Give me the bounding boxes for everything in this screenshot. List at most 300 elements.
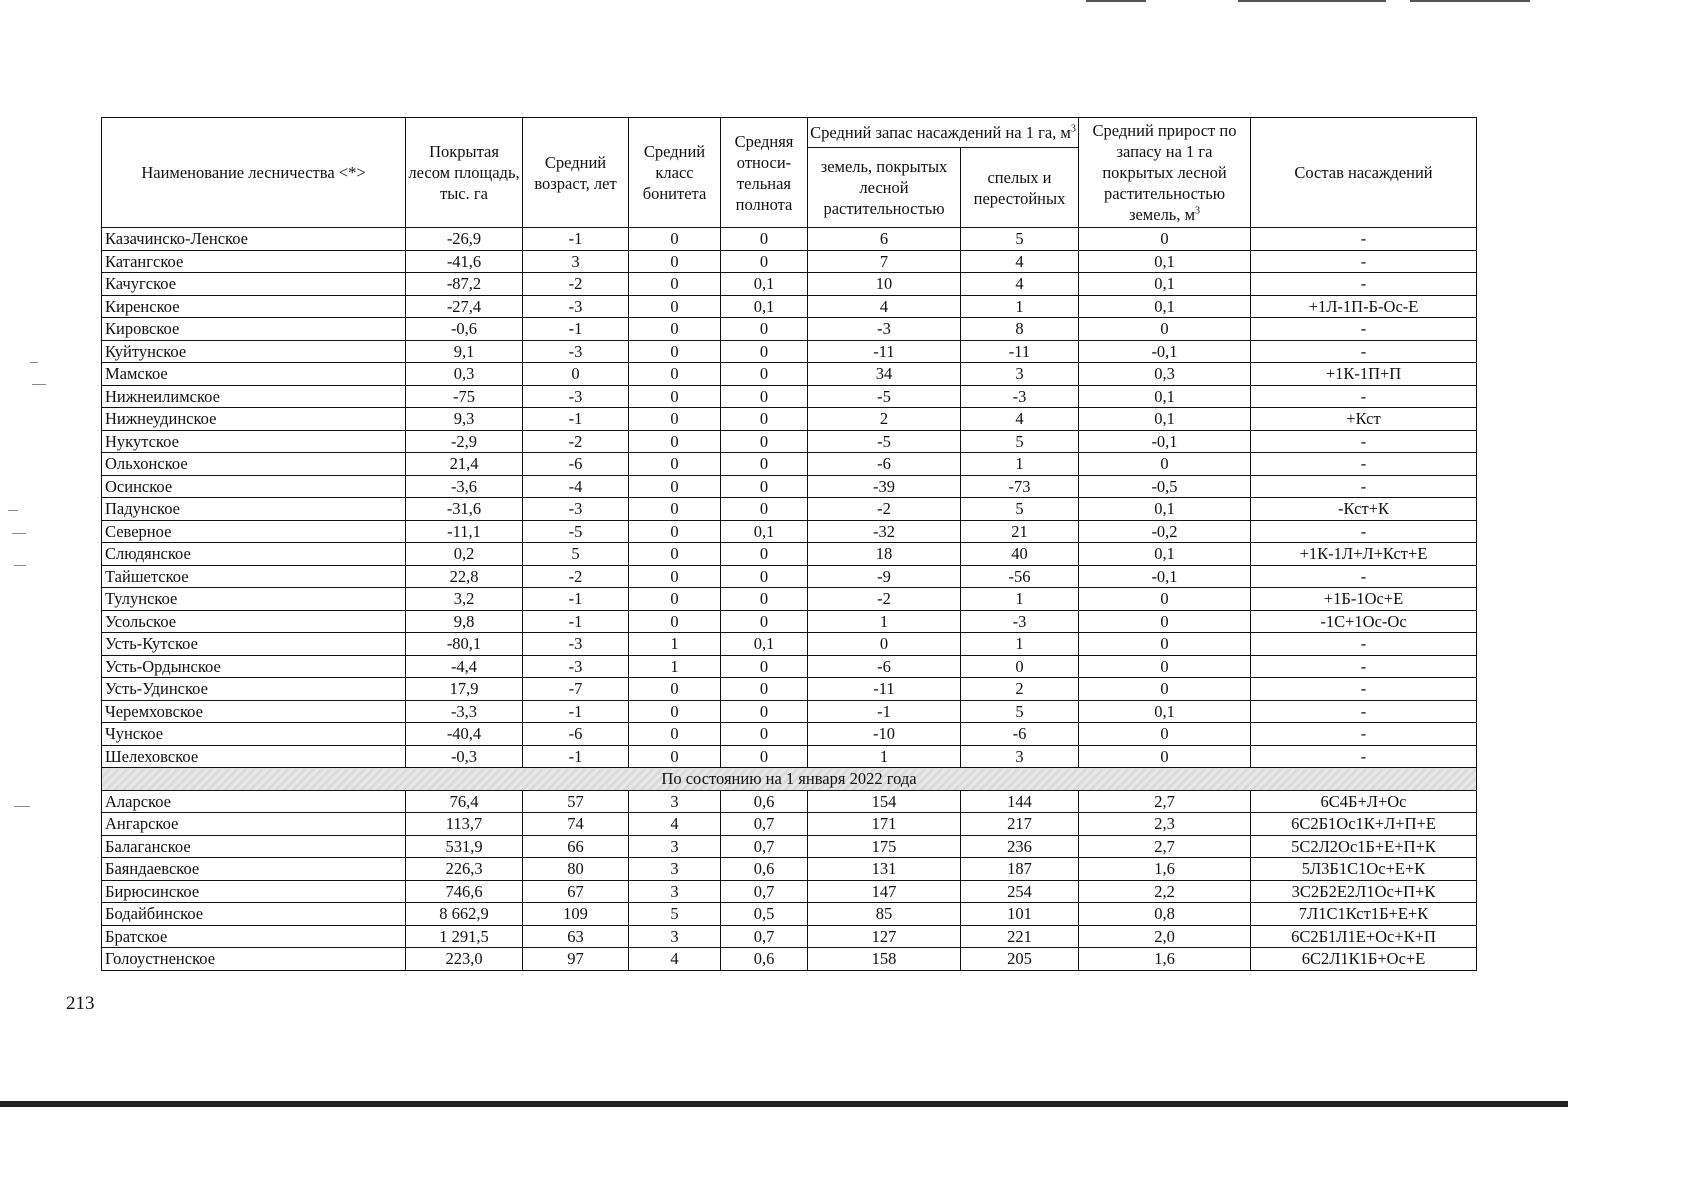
cell-area: 22,8 <box>406 565 523 588</box>
cell-density: 0,7 <box>721 880 808 903</box>
cell-area: 8 662,9 <box>406 903 523 926</box>
cell-composition: -1С+1Ос-Ос <box>1251 610 1477 633</box>
cell-bonitet: 0 <box>629 363 721 386</box>
cell-density: 0,7 <box>721 835 808 858</box>
table-row <box>102 250 1477 273</box>
cell-area: -3,3 <box>406 700 523 723</box>
table-row <box>102 858 1477 881</box>
cell-area: 21,4 <box>406 453 523 476</box>
cell-density: 0 <box>721 655 808 678</box>
cell-area: 226,3 <box>406 858 523 881</box>
cell-area: 113,7 <box>406 813 523 836</box>
cell-bonitet: 4 <box>629 948 721 971</box>
header-stock-group-sup: 3 <box>1070 123 1076 135</box>
cell-bonitet: 0 <box>629 723 721 746</box>
header-age: Средний возраст, лет <box>523 118 629 228</box>
table-row <box>102 273 1477 296</box>
scan-bottom-edge <box>0 1101 1568 1107</box>
cell-stock-mature: -3 <box>961 385 1079 408</box>
cell-age: -2 <box>523 273 629 296</box>
cell-growth: 0,8 <box>1079 903 1251 926</box>
cell-growth: -0,2 <box>1079 520 1251 543</box>
table-row <box>102 723 1477 746</box>
cell-stock-mature: 254 <box>961 880 1079 903</box>
cell-composition: - <box>1251 318 1477 341</box>
cell-composition: - <box>1251 723 1477 746</box>
cell-name: Кировское <box>102 318 406 341</box>
cell-density: 0 <box>721 745 808 768</box>
table-row <box>102 475 1477 498</box>
cell-stock-mature: 4 <box>961 250 1079 273</box>
cell-growth: 1,6 <box>1079 858 1251 881</box>
cell-stock-covered: -2 <box>808 588 961 611</box>
table-row <box>102 363 1477 386</box>
cell-growth: 0,3 <box>1079 363 1251 386</box>
cell-name: Казачинско-Ленское <box>102 228 406 251</box>
cell-growth: 2,3 <box>1079 813 1251 836</box>
cell-bonitet: 0 <box>629 565 721 588</box>
cell-composition: +1Б-1Ос+Е <box>1251 588 1477 611</box>
cell-name: Катангское <box>102 250 406 273</box>
cell-stock-mature: 8 <box>961 318 1079 341</box>
cell-age: -3 <box>523 655 629 678</box>
cell-stock-mature: 1 <box>961 633 1079 656</box>
cell-stock-covered: -1 <box>808 700 961 723</box>
cell-name: Северное <box>102 520 406 543</box>
cell-bonitet: 0 <box>629 498 721 521</box>
table-row <box>102 228 1477 251</box>
cell-growth: 0 <box>1079 588 1251 611</box>
cell-stock-mature: 5 <box>961 498 1079 521</box>
table-body-2022 <box>102 790 1477 970</box>
cell-age: -2 <box>523 565 629 588</box>
cell-area: -2,9 <box>406 430 523 453</box>
cell-composition: +1К-1Л+Л+Кст+Е <box>1251 543 1477 566</box>
cell-stock-mature: 5 <box>961 700 1079 723</box>
cell-area: -26,9 <box>406 228 523 251</box>
scan-speck <box>14 806 30 807</box>
cell-growth: 0,1 <box>1079 385 1251 408</box>
cell-stock-covered: 34 <box>808 363 961 386</box>
cell-stock-covered: 127 <box>808 925 961 948</box>
cell-area: -40,4 <box>406 723 523 746</box>
top-edge-rule <box>1086 0 1146 2</box>
cell-stock-mature: 3 <box>961 745 1079 768</box>
cell-growth: -0,1 <box>1079 565 1251 588</box>
cell-growth: 2,7 <box>1079 790 1251 813</box>
cell-stock-covered: -10 <box>808 723 961 746</box>
cell-bonitet: 0 <box>629 700 721 723</box>
cell-age: -3 <box>523 498 629 521</box>
table-row <box>102 790 1477 813</box>
cell-density: 0 <box>721 610 808 633</box>
table-row <box>102 700 1477 723</box>
cell-age: 5 <box>523 543 629 566</box>
cell-name: Нукутское <box>102 430 406 453</box>
cell-stock-mature: 101 <box>961 903 1079 926</box>
cell-bonitet: 3 <box>629 790 721 813</box>
table-row <box>102 610 1477 633</box>
cell-growth: 0,1 <box>1079 498 1251 521</box>
table-row <box>102 295 1477 318</box>
table-row <box>102 745 1477 768</box>
cell-stock-mature: -11 <box>961 340 1079 363</box>
cell-stock-covered: 7 <box>808 250 961 273</box>
cell-growth: 0 <box>1079 633 1251 656</box>
cell-name: Падунское <box>102 498 406 521</box>
cell-bonitet: 0 <box>629 318 721 341</box>
header-stock-group-text: Средний запас насаждений на 1 га, м <box>810 123 1071 143</box>
cell-growth: 0 <box>1079 745 1251 768</box>
cell-stock-covered: 158 <box>808 948 961 971</box>
cell-bonitet: 0 <box>629 475 721 498</box>
cell-age: 3 <box>523 250 629 273</box>
cell-composition: - <box>1251 453 1477 476</box>
table-row <box>102 385 1477 408</box>
cell-age: -3 <box>523 295 629 318</box>
cell-growth: 0 <box>1079 678 1251 701</box>
cell-composition: - <box>1251 655 1477 678</box>
cell-density: 0,1 <box>721 520 808 543</box>
cell-stock-mature: 187 <box>961 858 1079 881</box>
cell-density: 0,7 <box>721 813 808 836</box>
cell-density: 0,1 <box>721 273 808 296</box>
cell-composition: - <box>1251 340 1477 363</box>
cell-name: Осинское <box>102 475 406 498</box>
scan-speck <box>14 565 26 566</box>
cell-growth: 2,2 <box>1079 880 1251 903</box>
cell-bonitet: 1 <box>629 633 721 656</box>
cell-composition: 6С2Л1К1Б+Ос+Е <box>1251 948 1477 971</box>
separator-row <box>102 768 1477 791</box>
cell-density: 0,6 <box>721 948 808 971</box>
cell-bonitet: 0 <box>629 430 721 453</box>
cell-age: -7 <box>523 678 629 701</box>
cell-stock-mature: 144 <box>961 790 1079 813</box>
cell-age: 74 <box>523 813 629 836</box>
cell-composition: - <box>1251 273 1477 296</box>
cell-area: 9,3 <box>406 408 523 431</box>
cell-density: 0 <box>721 723 808 746</box>
cell-bonitet: 0 <box>629 273 721 296</box>
cell-area: 1 291,5 <box>406 925 523 948</box>
cell-composition: - <box>1251 633 1477 656</box>
cell-bonitet: 0 <box>629 250 721 273</box>
cell-age: -1 <box>523 745 629 768</box>
cell-age: -4 <box>523 475 629 498</box>
cell-area: -75 <box>406 385 523 408</box>
cell-stock-covered: 131 <box>808 858 961 881</box>
cell-growth: 2,0 <box>1079 925 1251 948</box>
table-row <box>102 430 1477 453</box>
table-row <box>102 880 1477 903</box>
cell-stock-mature: 1 <box>961 453 1079 476</box>
cell-stock-mature: 205 <box>961 948 1079 971</box>
table-row <box>102 655 1477 678</box>
cell-composition: - <box>1251 745 1477 768</box>
cell-growth: -0,1 <box>1079 430 1251 453</box>
cell-stock-mature: 221 <box>961 925 1079 948</box>
cell-age: 97 <box>523 948 629 971</box>
cell-area: -11,1 <box>406 520 523 543</box>
cell-area: -80,1 <box>406 633 523 656</box>
cell-area: -3,6 <box>406 475 523 498</box>
cell-bonitet: 3 <box>629 835 721 858</box>
cell-name: Бирюсинское <box>102 880 406 903</box>
cell-age: -6 <box>523 723 629 746</box>
cell-age: 66 <box>523 835 629 858</box>
cell-age: -1 <box>523 408 629 431</box>
cell-stock-mature: 4 <box>961 408 1079 431</box>
cell-stock-covered: -6 <box>808 655 961 678</box>
cell-name: Ангарское <box>102 813 406 836</box>
cell-growth: 2,7 <box>1079 835 1251 858</box>
cell-bonitet: 0 <box>629 295 721 318</box>
top-edge-rule <box>1410 0 1530 2</box>
cell-density: 0 <box>721 385 808 408</box>
cell-density: 0 <box>721 588 808 611</box>
cell-stock-mature: 2 <box>961 678 1079 701</box>
cell-age: -1 <box>523 610 629 633</box>
cell-growth: 0,1 <box>1079 273 1251 296</box>
cell-growth: -0,5 <box>1079 475 1251 498</box>
cell-bonitet: 0 <box>629 588 721 611</box>
cell-composition: 6С4Б+Л+Ос <box>1251 790 1477 813</box>
cell-area: 17,9 <box>406 678 523 701</box>
cell-growth: 1,6 <box>1079 948 1251 971</box>
cell-name: Братское <box>102 925 406 948</box>
cell-stock-covered: -2 <box>808 498 961 521</box>
cell-composition: - <box>1251 520 1477 543</box>
page-number: 213 <box>66 993 95 1014</box>
cell-composition: - <box>1251 700 1477 723</box>
cell-stock-covered: 171 <box>808 813 961 836</box>
cell-growth: 0 <box>1079 610 1251 633</box>
cell-composition: - <box>1251 430 1477 453</box>
cell-bonitet: 0 <box>629 610 721 633</box>
cell-name: Чунское <box>102 723 406 746</box>
header-stock-covered: земель, покрытых лесной растительностью <box>808 148 961 228</box>
cell-growth: 0,1 <box>1079 250 1251 273</box>
cell-density: 0,6 <box>721 858 808 881</box>
cell-composition: - <box>1251 385 1477 408</box>
cell-composition: - <box>1251 250 1477 273</box>
cell-composition: 5С2Л2Ос1Б+Е+П+К <box>1251 835 1477 858</box>
cell-density: 0 <box>721 363 808 386</box>
cell-age: -3 <box>523 633 629 656</box>
forest-stats-table <box>101 117 1477 971</box>
cell-stock-covered: 2 <box>808 408 961 431</box>
cell-stock-mature: 40 <box>961 543 1079 566</box>
cell-density: 0 <box>721 318 808 341</box>
cell-density: 0 <box>721 678 808 701</box>
cell-name: Тайшетское <box>102 565 406 588</box>
cell-growth: 0,1 <box>1079 408 1251 431</box>
cell-area: -27,4 <box>406 295 523 318</box>
cell-name: Бодайбинское <box>102 903 406 926</box>
cell-stock-covered: -11 <box>808 678 961 701</box>
cell-bonitet: 0 <box>629 453 721 476</box>
header-composition: Состав насаждений <box>1251 118 1477 228</box>
cell-stock-mature: 3 <box>961 363 1079 386</box>
cell-growth: 0,1 <box>1079 543 1251 566</box>
separator-cell: По состоянию на 1 января 2022 года <box>102 768 1477 791</box>
cell-age: 57 <box>523 790 629 813</box>
cell-stock-mature: 1 <box>961 295 1079 318</box>
cell-area: -0,3 <box>406 745 523 768</box>
cell-age: -5 <box>523 520 629 543</box>
cell-area: 9,8 <box>406 610 523 633</box>
cell-name: Шелеховское <box>102 745 406 768</box>
cell-stock-covered: 175 <box>808 835 961 858</box>
cell-bonitet: 0 <box>629 340 721 363</box>
cell-bonitet: 1 <box>629 655 721 678</box>
cell-composition: 6С2Б1Ос1К+Л+П+Е <box>1251 813 1477 836</box>
cell-age: 0 <box>523 363 629 386</box>
table-row <box>102 520 1477 543</box>
cell-bonitet: 3 <box>629 858 721 881</box>
header-name: Наименование лесничества <*> <box>102 118 406 228</box>
cell-composition: 7Л1С1Кст1Б+Е+К <box>1251 903 1477 926</box>
cell-age: -2 <box>523 430 629 453</box>
cell-stock-covered: 147 <box>808 880 961 903</box>
cell-name: Качугское <box>102 273 406 296</box>
header-growth <box>1079 118 1251 228</box>
cell-stock-covered: -9 <box>808 565 961 588</box>
cell-stock-covered: 0 <box>808 633 961 656</box>
table-row <box>102 498 1477 521</box>
cell-density: 0,5 <box>721 903 808 926</box>
cell-age: 80 <box>523 858 629 881</box>
cell-area: 746,6 <box>406 880 523 903</box>
cell-stock-covered: -3 <box>808 318 961 341</box>
cell-age: 67 <box>523 880 629 903</box>
cell-name: Тулунское <box>102 588 406 611</box>
cell-stock-covered: 1 <box>808 610 961 633</box>
cell-composition: - <box>1251 678 1477 701</box>
cell-area: -87,2 <box>406 273 523 296</box>
cell-name: Балаганское <box>102 835 406 858</box>
scan-speck <box>8 510 18 511</box>
cell-age: -6 <box>523 453 629 476</box>
header-area: Покрытая лесом площадь, тыс. га <box>406 118 523 228</box>
table-row <box>102 835 1477 858</box>
cell-stock-mature: 5 <box>961 228 1079 251</box>
cell-growth: 0,1 <box>1079 700 1251 723</box>
cell-density: 0 <box>721 408 808 431</box>
cell-name: Ольхонское <box>102 453 406 476</box>
cell-growth: 0 <box>1079 318 1251 341</box>
table-row <box>102 340 1477 363</box>
cell-density: 0 <box>721 475 808 498</box>
cell-density: 0 <box>721 565 808 588</box>
header-growth-sup: 3 <box>1195 205 1201 217</box>
cell-name: Усольское <box>102 610 406 633</box>
cell-area: 531,9 <box>406 835 523 858</box>
table-row <box>102 925 1477 948</box>
cell-stock-covered: -32 <box>808 520 961 543</box>
cell-density: 0,1 <box>721 295 808 318</box>
cell-density: 0 <box>721 543 808 566</box>
table-row <box>102 318 1477 341</box>
cell-age: -1 <box>523 228 629 251</box>
cell-area: -0,6 <box>406 318 523 341</box>
cell-density: 0 <box>721 498 808 521</box>
cell-bonitet: 4 <box>629 813 721 836</box>
cell-stock-covered: 10 <box>808 273 961 296</box>
table-row <box>102 678 1477 701</box>
cell-age: 109 <box>523 903 629 926</box>
cell-composition: - <box>1251 565 1477 588</box>
cell-name: Голоустненское <box>102 948 406 971</box>
cell-stock-mature: -73 <box>961 475 1079 498</box>
cell-density: 0 <box>721 430 808 453</box>
cell-area: -31,6 <box>406 498 523 521</box>
cell-name: Усть-Кутское <box>102 633 406 656</box>
cell-area: -41,6 <box>406 250 523 273</box>
cell-composition: +1Л-1П-Б-Ос-Е <box>1251 295 1477 318</box>
cell-growth: 0 <box>1079 453 1251 476</box>
cell-area: 9,1 <box>406 340 523 363</box>
cell-stock-covered: -39 <box>808 475 961 498</box>
cell-stock-mature: 0 <box>961 655 1079 678</box>
cell-growth: 0 <box>1079 228 1251 251</box>
scan-speck <box>32 384 46 385</box>
scan-speck <box>30 362 38 363</box>
cell-bonitet: 0 <box>629 228 721 251</box>
cell-growth: 0 <box>1079 655 1251 678</box>
cell-bonitet: 3 <box>629 925 721 948</box>
cell-name: Куйтунское <box>102 340 406 363</box>
cell-name: Усть-Ордынское <box>102 655 406 678</box>
cell-density: 0,1 <box>721 633 808 656</box>
table-row <box>102 565 1477 588</box>
cell-stock-mature: 236 <box>961 835 1079 858</box>
cell-stock-covered: -5 <box>808 385 961 408</box>
cell-stock-mature: -56 <box>961 565 1079 588</box>
cell-stock-covered: 85 <box>808 903 961 926</box>
header-density: Средняя относи-тельная полнота <box>721 118 808 228</box>
cell-density: 0 <box>721 250 808 273</box>
cell-composition: - <box>1251 475 1477 498</box>
cell-composition: +1К-1П+П <box>1251 363 1477 386</box>
cell-name: Мамское <box>102 363 406 386</box>
table-body-changes <box>102 228 1477 768</box>
cell-name: Слюдянское <box>102 543 406 566</box>
cell-stock-covered: 18 <box>808 543 961 566</box>
table-row <box>102 948 1477 971</box>
cell-name: Киренское <box>102 295 406 318</box>
cell-age: -1 <box>523 588 629 611</box>
cell-stock-mature: 4 <box>961 273 1079 296</box>
cell-composition: 3С2Б2Е2Л1Ос+П+К <box>1251 880 1477 903</box>
table-row <box>102 543 1477 566</box>
cell-growth: 0,1 <box>1079 295 1251 318</box>
table-row <box>102 813 1477 836</box>
cell-age: -3 <box>523 340 629 363</box>
cell-bonitet: 0 <box>629 678 721 701</box>
table-body-separator <box>102 768 1477 791</box>
cell-stock-covered: -11 <box>808 340 961 363</box>
cell-stock-covered: -5 <box>808 430 961 453</box>
cell-name: Аларское <box>102 790 406 813</box>
table-row <box>102 903 1477 926</box>
cell-density: 0 <box>721 453 808 476</box>
cell-composition: 6С2Б1Л1Е+Ос+К+П <box>1251 925 1477 948</box>
cell-density: 0 <box>721 228 808 251</box>
header-stock-group <box>808 118 1079 148</box>
cell-name: Нижнеудинское <box>102 408 406 431</box>
